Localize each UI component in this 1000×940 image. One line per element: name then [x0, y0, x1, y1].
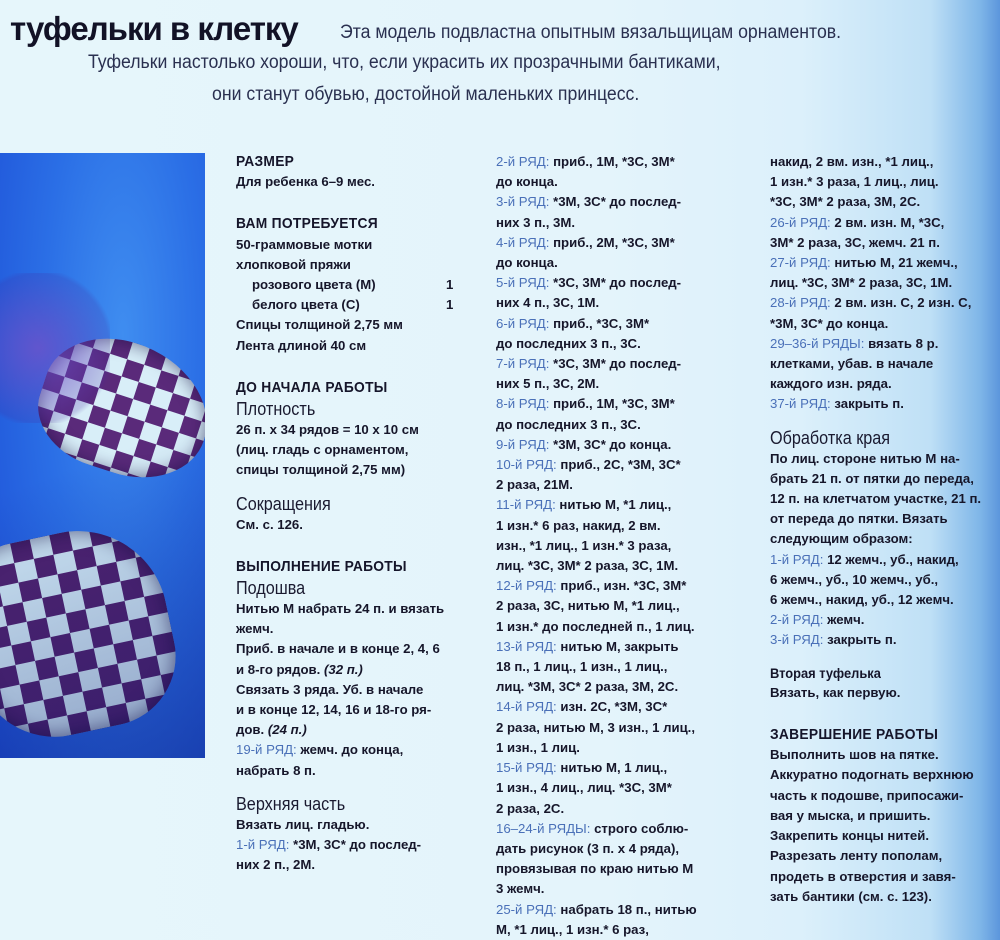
- row-line: [496, 516, 761, 536]
- row-text: 6 жемч., уб., 10 жемч., уб.,: [770, 571, 939, 587]
- row-line: [496, 799, 761, 819]
- row-text: *3М, 3С* до конца.: [553, 436, 672, 452]
- row-text: 2 вм. изн. М, *3С,: [834, 214, 945, 230]
- ribbon-text: Лента длиной 40 см: [236, 337, 367, 353]
- abbreviations-title: Сокращения: [236, 493, 331, 514]
- sole-line: жемч.: [236, 621, 274, 637]
- row-2: [770, 610, 995, 630]
- section-heading-instructions: ВЫПОЛНЕНИЕ РАБОТЫ: [236, 557, 407, 575]
- finishing-line: вая у мыска, и пришить.: [770, 807, 931, 823]
- row-label: 13-й РЯД:: [496, 638, 557, 654]
- row-text: приб., 1М, *3С, 3М*: [553, 154, 675, 169]
- row-line: [496, 172, 761, 192]
- row-label: 11-й РЯД:: [496, 497, 556, 513]
- row-label: 9-й РЯД:: [496, 436, 550, 452]
- stitch-count: (32 п.): [323, 661, 363, 677]
- row-text: 2 раза, 21М.: [496, 477, 573, 493]
- sole-line: дов. (24 п.): [236, 722, 307, 738]
- row-text: 1 изн.* до последней п., 1 лиц.: [496, 618, 695, 634]
- row-12: [496, 637, 761, 657]
- finishing-line: Закрепить концы нитей.: [770, 828, 930, 844]
- row-line: [770, 273, 995, 293]
- row-text: *3С, 3М* до послед-: [553, 275, 682, 291]
- row-label: 8-й РЯД:: [496, 396, 550, 412]
- needles-text: Спицы толщиной 2,75 мм: [236, 317, 403, 333]
- row-line: [496, 374, 761, 394]
- row-line: [770, 354, 995, 374]
- row-text: 1 изн., 4 лиц., лиц. *3С, 3М*: [496, 780, 672, 796]
- upper-text: Вязать лиц. гладью.: [236, 816, 370, 832]
- row-line: [496, 617, 761, 637]
- row-5: [770, 394, 995, 414]
- row-label: 10-й РЯД:: [496, 457, 557, 473]
- section-heading-before-start: ДО НАЧАЛА РАБОТЫ: [236, 378, 388, 396]
- row-9: [496, 455, 761, 475]
- row-line: [770, 314, 995, 334]
- row-label: 3-й РЯД:: [496, 194, 550, 210]
- row-text: лиц. *3С, 3М* 2 раза, 3С, 1М.: [770, 275, 953, 291]
- upper-title: Верхняя часть: [236, 793, 346, 814]
- row-label: 28-й РЯД:: [770, 295, 831, 311]
- intro-line-3: они станут обувью, достойной маленьких принцесс.: [212, 84, 640, 105]
- intro-line-2: Туфельки настолько хороши, что, если украсить их прозрачными бантиками,: [88, 52, 721, 73]
- row-label: 26-й РЯД:: [770, 214, 831, 230]
- column-3: [770, 152, 995, 907]
- row-label: 25-й РЯД:: [496, 901, 557, 917]
- gauge-line: (лиц. гладь с орнаментом,: [236, 442, 409, 458]
- finishing-line: зать бантики (см. с. 123).: [770, 888, 932, 904]
- row-line: [496, 556, 761, 576]
- row-label: 15-й РЯД:: [496, 760, 557, 776]
- row-line: [770, 570, 995, 590]
- sole-line: Приб. в начале и в конце 2, 4, 6: [236, 641, 440, 657]
- row-4: [770, 334, 995, 354]
- edging-line: следующим образом:: [770, 531, 913, 547]
- sole-line: и в конце 12, 14, 16 и 18-го ря-: [236, 702, 432, 718]
- row-text: них 4 п., 3С, 1М.: [496, 295, 600, 311]
- row-1: [770, 550, 995, 570]
- row-25-continuation: 1 изн.* 3 раза, 1 лиц., лиц.: [770, 174, 939, 190]
- row-1: [496, 152, 761, 172]
- row-text: жемч.: [827, 612, 865, 628]
- row-text: 2 раза, 2С.: [496, 800, 565, 816]
- row-text: лиц. *3С, 3М* 2 раза, 3С, 1М.: [496, 558, 679, 574]
- row-text: изн. 2С, *3М, 3С*: [560, 699, 668, 715]
- edging-title: Обработка края: [770, 427, 891, 448]
- row-label: 14-й РЯД:: [496, 699, 557, 715]
- row-line: [496, 879, 761, 899]
- column-1: [236, 152, 496, 875]
- row-line: [770, 233, 995, 253]
- row-label: 16–24-й РЯДЫ:: [496, 820, 591, 836]
- row-text: набрать 18 п., нитью: [560, 901, 697, 917]
- row-text: 12 жемч., уб., накид,: [827, 551, 959, 567]
- row-text: изн., *1 лиц., 1 изн.* 3 раза,: [496, 537, 672, 553]
- row-text: до последних 3 п., 3С.: [496, 335, 641, 351]
- sole-line: Нитью М набрать 24 п. и вязать: [236, 601, 445, 617]
- row-line: [496, 536, 761, 556]
- yarn-qty: 1: [446, 297, 454, 313]
- abbreviations-text: См. с. 126.: [236, 516, 303, 532]
- row-5: [496, 314, 761, 334]
- row-2: [770, 253, 995, 273]
- finishing-line: продеть в отверстия и завя-: [770, 868, 956, 884]
- second-shoe-text: Вязать, как первую.: [770, 684, 901, 700]
- row-line: [496, 738, 761, 758]
- stitch-count: (24 п.): [267, 722, 307, 738]
- row-text: 2 вм. изн. С, 2 изн. С,: [834, 295, 972, 311]
- row-line: [496, 718, 761, 738]
- row-label: 1-й РЯД:: [236, 837, 290, 853]
- sole-line: Связать 3 ряда. Уб. в начале: [236, 681, 424, 697]
- row-label: 12-й РЯД:: [496, 578, 557, 594]
- sole-title: Подошва: [236, 578, 306, 599]
- row-line: набрать 8 п.: [236, 762, 316, 778]
- row-line: [496, 839, 761, 859]
- row-6: [496, 354, 761, 374]
- row-text: вязать 8 р.: [868, 335, 939, 351]
- row-text: строго соблю-: [594, 820, 689, 836]
- row-text: 6 жемч., накид, уб., 12 жемч.: [770, 592, 954, 608]
- row-text: дать рисунок (3 п. х 4 ряда),: [496, 840, 680, 856]
- row-25-continuation: *3С, 3М* 2 раза, 3М, 2С.: [770, 194, 921, 210]
- row-text: до последних 3 п., 3С.: [496, 416, 641, 432]
- row-1: [770, 213, 995, 233]
- row-line: [496, 859, 761, 879]
- row-1: 1-й РЯД: *3М, 3С* до послед-: [236, 837, 422, 853]
- row-line: [496, 213, 761, 233]
- sole-line: и 8-го рядов. (32 п.): [236, 661, 363, 677]
- section-heading-finishing: ЗАВЕРШЕНИЕ РАБОТЫ: [770, 726, 939, 744]
- page-title: туфельки в клетку: [10, 10, 298, 47]
- row-line: [496, 596, 761, 616]
- row-text: 2 раза, 3С, нитью М, *1 лиц.,: [496, 598, 680, 614]
- row-label: 27-й РЯД:: [770, 255, 831, 271]
- row-label: 29–36-й РЯДЫ:: [770, 335, 865, 351]
- materials-line: 50-граммовые мотки: [236, 236, 373, 252]
- row-text: лиц. *3М, 3С* 2 раза, 3М, 2С.: [496, 679, 679, 695]
- section-heading-materials: ВАМ ПОТРЕБУЕТСЯ: [236, 215, 378, 233]
- row-line: [496, 475, 761, 495]
- section-heading-size: РАЗМЕР: [236, 153, 295, 170]
- row-line: [496, 415, 761, 435]
- row-label: 1-й РЯД:: [770, 551, 824, 567]
- row-7: [496, 394, 761, 414]
- row-text: до конца.: [496, 255, 558, 271]
- row-text: закрыть п.: [827, 632, 897, 648]
- row-16: [496, 900, 761, 920]
- row-text: клетками, убав. в начале: [770, 356, 934, 372]
- row-text: 3 жемч.: [496, 881, 545, 897]
- yarn-item-pink: розового цвета (М) 1: [236, 275, 496, 295]
- row-label: 2-й РЯД:: [770, 612, 824, 628]
- row-text: каждого изн. ряда.: [770, 376, 892, 392]
- yarn-qty: 1: [446, 277, 454, 293]
- row-3: [770, 630, 995, 650]
- row-text: *3М, 3С* до послед-: [553, 194, 682, 210]
- row-text: до конца.: [496, 174, 558, 190]
- shoes-photo: [0, 153, 205, 758]
- edging-line: брать 21 п. от пятки до переда,: [770, 470, 974, 486]
- row-label: 5-й РЯД:: [496, 275, 550, 291]
- row-11: [496, 576, 761, 596]
- row-3: [496, 233, 761, 253]
- row-4: [496, 273, 761, 293]
- row-8: [496, 435, 761, 455]
- edging-line: от переда до пятки. Вязать: [770, 511, 948, 527]
- row-3: [770, 293, 995, 313]
- finishing-line: Выполнить шов на пятке.: [770, 747, 939, 763]
- row-line: [496, 920, 761, 940]
- gauge-line: 26 п. х 34 рядов = 10 х 10 см: [236, 422, 419, 438]
- edging-line: По лиц. стороне нитью М на-: [770, 450, 960, 466]
- gauge-line: спицы толщиной 2,75 мм): [236, 462, 406, 478]
- row-text: нитью М, 21 жемч.,: [834, 255, 958, 271]
- row-label: 4-й РЯД:: [496, 234, 550, 250]
- row-line: [496, 657, 761, 677]
- row-text: приб., 1М, *3С, 3М*: [553, 396, 675, 412]
- row-text: приб., изн. *3С, 3М*: [560, 578, 687, 594]
- row-15: [496, 819, 761, 839]
- row-2: [496, 192, 761, 212]
- row-text: *3М, 3С* до конца.: [770, 315, 889, 331]
- row-label: 6-й РЯД:: [496, 315, 550, 331]
- row-label: 37-й РЯД:: [770, 396, 831, 412]
- row-text: закрыть п.: [834, 396, 904, 412]
- row-line: [496, 334, 761, 354]
- finishing-line: Разрезать ленту пополам,: [770, 848, 943, 864]
- row-text: нитью М, *1 лиц.,: [559, 497, 672, 513]
- row-label: 19-й РЯД:: [236, 742, 297, 758]
- row-text: приб., 2С, *3М, 3С*: [560, 457, 681, 473]
- row-text: М, *1 лиц., 1 изн.* 6 раз,: [496, 921, 649, 937]
- row-text: приб., 2М, *3С, 3М*: [553, 234, 675, 250]
- second-shoe-title: Вторая туфелька: [770, 664, 881, 681]
- row-text: 1 изн., 1 лиц.: [496, 739, 580, 755]
- row-label: 3-й РЯД:: [770, 632, 824, 648]
- row-text: 3М* 2 раза, 3С, жемч. 21 п.: [770, 234, 940, 250]
- row-line: [770, 590, 995, 610]
- finishing-line: Аккуратно подогнать верхнюю: [770, 767, 974, 783]
- row-text: нитью М, закрыть: [560, 638, 679, 654]
- row-text: приб., *3С, 3М*: [553, 315, 650, 331]
- row-text: *3С, 3М* до послед-: [553, 356, 682, 372]
- row-text: 2 раза, нитью М, 3 изн., 1 лиц.,: [496, 719, 696, 735]
- row-text: 1 изн.* 6 раз, накид, 2 вм.: [496, 517, 661, 533]
- materials-line: хлопковой пряжи: [236, 256, 351, 272]
- row-line: [496, 293, 761, 313]
- row-text: 18 п., 1 лиц., 1 изн., 1 лиц.,: [496, 659, 668, 675]
- row-line: [496, 778, 761, 798]
- finishing-line: часть к подошве, припосажи-: [770, 787, 964, 803]
- row-line: них 2 п., 2М.: [236, 857, 316, 873]
- row-19: 19-й РЯД: жемч. до конца,: [236, 742, 404, 758]
- edging-line: 12 п. на клетчатом участке, 21 п.: [770, 491, 982, 507]
- row-line: [496, 253, 761, 273]
- gauge-title: Плотность: [236, 399, 316, 420]
- row-text: них 3 п., 3М.: [496, 214, 576, 230]
- row-line: [770, 374, 995, 394]
- row-10: [496, 495, 761, 515]
- row-text: них 5 п., 3С, 2М.: [496, 376, 600, 392]
- row-13: [496, 697, 761, 717]
- row-label: 2-й РЯД:: [496, 154, 550, 169]
- row-label: 7-й РЯД:: [496, 356, 550, 372]
- row-14: [496, 758, 761, 778]
- column-2: [496, 152, 761, 940]
- row-text: нитью М, 1 лиц.,: [560, 760, 668, 776]
- row-text: провязывая по краю нитью М: [496, 861, 694, 877]
- size-text: Для ребенка 6–9 мес.: [236, 174, 375, 190]
- intro-line-1: Эта модель подвластна опытным вязальщицам орнаментов.: [340, 22, 842, 43]
- yarn-item-white: белого цвета (С) 1: [236, 295, 496, 315]
- row-25-continuation: накид, 2 вм. изн., *1 лиц.,: [770, 154, 934, 169]
- row-line: [496, 677, 761, 697]
